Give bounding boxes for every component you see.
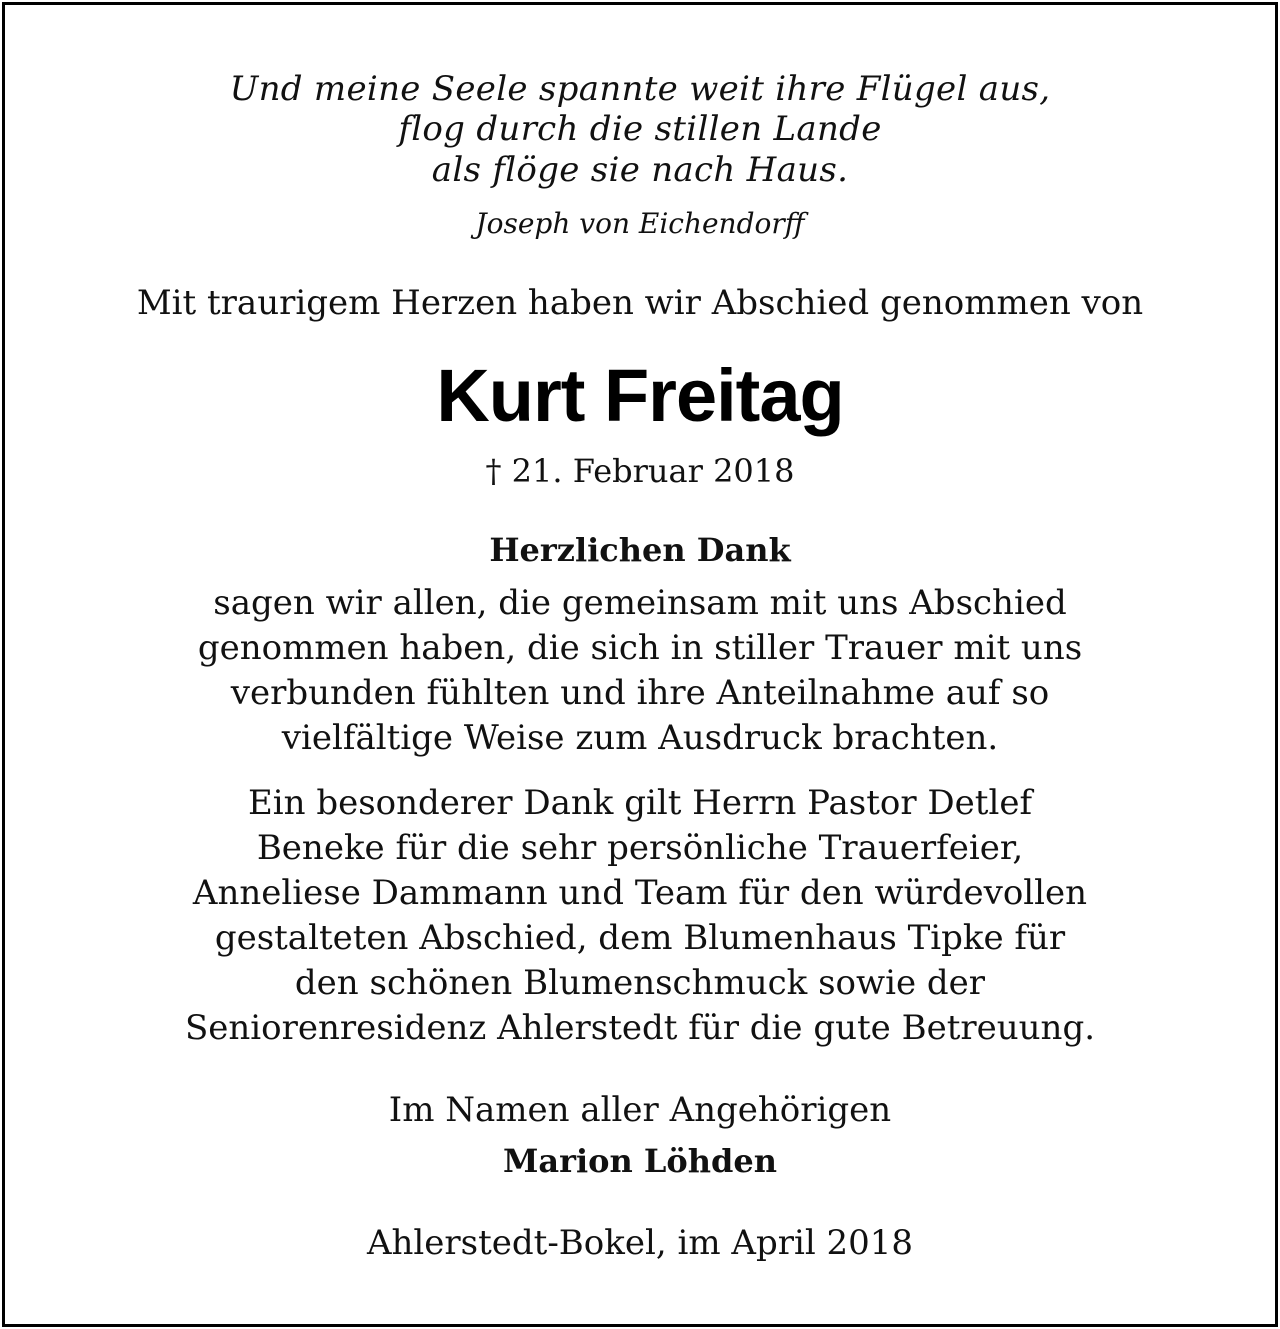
death-date: † 21. Februar 2018 [485,452,795,490]
thanks-p1-line-4: vielfältige Weise zum Ausdruck brachten. [281,718,999,758]
signer-name: Marion Löhden [502,1142,778,1180]
thanks-p2-line-1: Ein besonderer Dank gilt Herrn Pastor Detlef [247,783,1033,823]
thanks-p2-line-3: Anneliese Dammann und Team für den würdevollen [192,873,1088,913]
quote-line-1: Und meine Seele spannte weit ihre Flügel aus, [229,69,1051,109]
thanks-p2-line-2: Beneke für die sehr persönliche Trauerfeier, [256,828,1024,868]
place-date: Ahlerstedt-Bokel, im April 2018 [366,1223,914,1263]
on-behalf-text: Im Namen aller Angehörigen [388,1090,892,1130]
quote-line-2: flog durch die stillen Lande [398,109,882,149]
thanks-p1-line-1: sagen wir allen, die gemeinsam mit uns Abschied [213,583,1067,623]
thanks-p2-line-6: Seniorenresidenz Ahlerstedt für die gute Betreuung. [184,1008,1096,1048]
quote-line-3: als flöge sie nach Haus. [431,150,849,190]
thanks-heading: Herzlichen Dank [489,531,791,569]
thanks-p2-line-5: den schönen Blumenschmuck sowie der [294,963,986,1003]
thanks-p1-line-2: genommen haben, die sich in stiller Trauer mit uns [197,628,1083,668]
intro-text: Mit traurigem Herzen haben wir Abschied genommen von [136,283,1144,323]
thanks-p2-line-4: gestalteten Abschied, dem Blumenhaus Tipke für [214,918,1066,958]
quote-author: Joseph von Eichendorff [475,207,805,240]
deceased-name: Kurt Freitag [436,354,844,437]
obituary-frame [2,2,1278,1327]
thanks-p1-line-3: verbunden fühlten und ihre Anteilnahme auf so [230,673,1050,713]
